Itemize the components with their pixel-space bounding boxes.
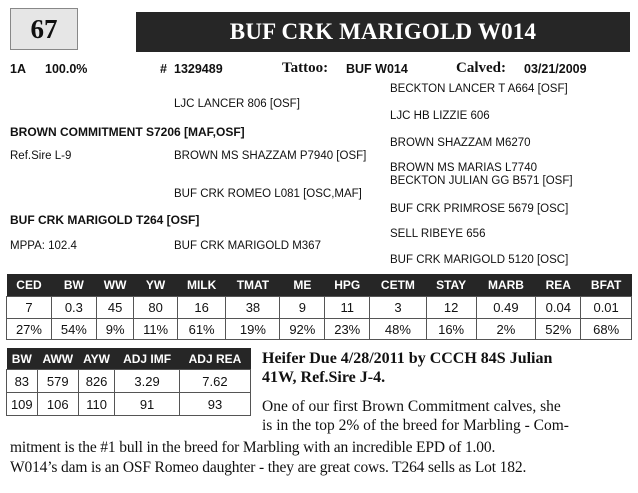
- dam-dam-dam: BUF CRK MARIGOLD 5120 [OSC]: [390, 254, 569, 266]
- epd-header: HPG: [325, 274, 370, 297]
- epd-percentile: 19%: [226, 319, 280, 340]
- lot-number: 67: [10, 8, 78, 50]
- reg-label: #: [160, 62, 167, 76]
- epd-header: BW: [51, 274, 96, 297]
- class-code: 1A: [10, 62, 26, 76]
- description-line-3: One of our first Brown Commitment calves, she: [262, 398, 561, 415]
- epd-percentile: 48%: [370, 319, 426, 340]
- adj-value: 3.29: [115, 370, 180, 393]
- epd-percentile: 52%: [536, 319, 581, 340]
- epd-percentile: 27%: [7, 319, 52, 340]
- epd-value: 3: [370, 297, 426, 319]
- epd-percentile: 92%: [280, 319, 325, 340]
- adj-value: 826: [78, 370, 114, 393]
- description-headline-1: Heifer Due 4/28/2011 by CCCH 84S Julian: [262, 350, 553, 367]
- adj-ratio: 110: [78, 393, 114, 416]
- epd-header: CETM: [370, 274, 426, 297]
- adj-header: AWW: [37, 348, 78, 370]
- dam-sire: BUF CRK ROMEO L081 [OSC,MAF]: [174, 188, 362, 200]
- epd-value: 11: [325, 297, 370, 319]
- epd-percentile: 16%: [426, 319, 476, 340]
- dam-dam: BUF CRK MARIGOLD M367: [174, 240, 321, 252]
- epd-header: MARB: [476, 274, 536, 297]
- epd-value: 0.49: [476, 297, 536, 319]
- adj-value: 579: [37, 370, 78, 393]
- epd-percentile: 23%: [325, 319, 370, 340]
- sire: BROWN COMMITMENT S7206 [MAF,OSF]: [10, 125, 245, 139]
- adj-ratio: 106: [37, 393, 78, 416]
- epd-table: [6, 274, 632, 340]
- epd-value: 7: [7, 297, 52, 319]
- dam-sire-sire: BECKTON JULIAN GG B571 [OSF]: [390, 175, 573, 187]
- epd-percentile: 2%: [476, 319, 536, 340]
- epd-percentile: 11%: [134, 319, 177, 340]
- adj-ratio: 109: [7, 393, 38, 416]
- epd-header: REA: [536, 274, 581, 297]
- calved-date: 03/21/2009: [524, 62, 587, 76]
- adj-value-row: [7, 370, 251, 393]
- sire-sire-sire: BECKTON LANCER T A664 [OSF]: [390, 83, 568, 95]
- epd-value: 45: [96, 297, 134, 319]
- tattoo-label: Tattoo:: [282, 60, 329, 76]
- mppa: MPPA: 102.4: [10, 240, 77, 252]
- epd-percentile: 9%: [96, 319, 134, 340]
- epd-percentile: 68%: [581, 319, 632, 340]
- epd-value: 80: [134, 297, 177, 319]
- adj-value: 7.62: [179, 370, 250, 393]
- epd-value: 16: [177, 297, 226, 319]
- animal-name-banner: BUF CRK MARIGOLD W014: [136, 12, 630, 52]
- dam-sire-dam: BUF CRK PRIMROSE 5679 [OSC]: [390, 203, 569, 215]
- epd-value: 0.01: [581, 297, 632, 319]
- epd-percentile: 61%: [177, 319, 226, 340]
- sire-dam-dam: BROWN MS MARIAS L7740: [390, 162, 537, 174]
- dam-dam-sire: SELL RIBEYE 656: [390, 228, 486, 240]
- ref-sire: Ref.Sire L-9: [10, 150, 72, 162]
- epd-percentile: 54%: [51, 319, 96, 340]
- adj-header: AYW: [78, 348, 114, 370]
- description-line-6: W014’s dam is an OSF Romeo daughter - they are great cows. T264 sells as Lot 182.: [10, 459, 527, 476]
- epd-header: MILK: [177, 274, 226, 297]
- sire-sire-dam: LJC HB LIZZIE 606: [390, 110, 490, 122]
- tattoo: BUF W014: [346, 62, 408, 76]
- epd-header: STAY: [426, 274, 476, 297]
- epd-value: 12: [426, 297, 476, 319]
- epd-value: 0.04: [536, 297, 581, 319]
- description-headline-2: 41W, Ref.Sire J-4.: [262, 369, 386, 386]
- adj-ratio: 91: [115, 393, 180, 416]
- calved-label: Calved:: [456, 60, 506, 76]
- sire-dam-sire: BROWN SHAZZAM M6270: [390, 137, 531, 149]
- adj-value: 83: [7, 370, 38, 393]
- epd-header-row: [7, 274, 632, 297]
- adj-header-row: [7, 348, 251, 370]
- epd-header: TMAT: [226, 274, 280, 297]
- sire-sire: LJC LANCER 806 [OSF]: [174, 98, 300, 110]
- epd-value: 0.3: [51, 297, 96, 319]
- epd-header: CED: [7, 274, 52, 297]
- registration-number: 1329489: [174, 62, 223, 76]
- epd-header: WW: [96, 274, 134, 297]
- adj-header: ADJ IMF: [115, 348, 180, 370]
- epd-value: 9: [280, 297, 325, 319]
- epd-header: ME: [280, 274, 325, 297]
- epd-header: BFAT: [581, 274, 632, 297]
- description-line-5: mitment is the #1 bull in the breed for Marbling with an incredible EPD of 1.00.: [10, 439, 496, 456]
- dam: BUF CRK MARIGOLD T264 [OSF]: [10, 213, 200, 227]
- epd-value-row: [7, 297, 632, 319]
- epd-percentile-row: [7, 319, 632, 340]
- adjusted-weights-table: [6, 348, 251, 416]
- epd-value: 38: [226, 297, 280, 319]
- percent: 100.0%: [45, 62, 88, 76]
- adj-header: ADJ REA: [179, 348, 250, 370]
- adj-ratio-row: [7, 393, 251, 416]
- adj-ratio: 93: [179, 393, 250, 416]
- sire-dam: BROWN MS SHAZZAM P7940 [OSF]: [174, 150, 367, 162]
- description-line-4: is in the top 2% of the breed for Marbling - Com-: [262, 417, 569, 434]
- epd-header: YW: [134, 274, 177, 297]
- adj-header: BW: [7, 348, 38, 370]
